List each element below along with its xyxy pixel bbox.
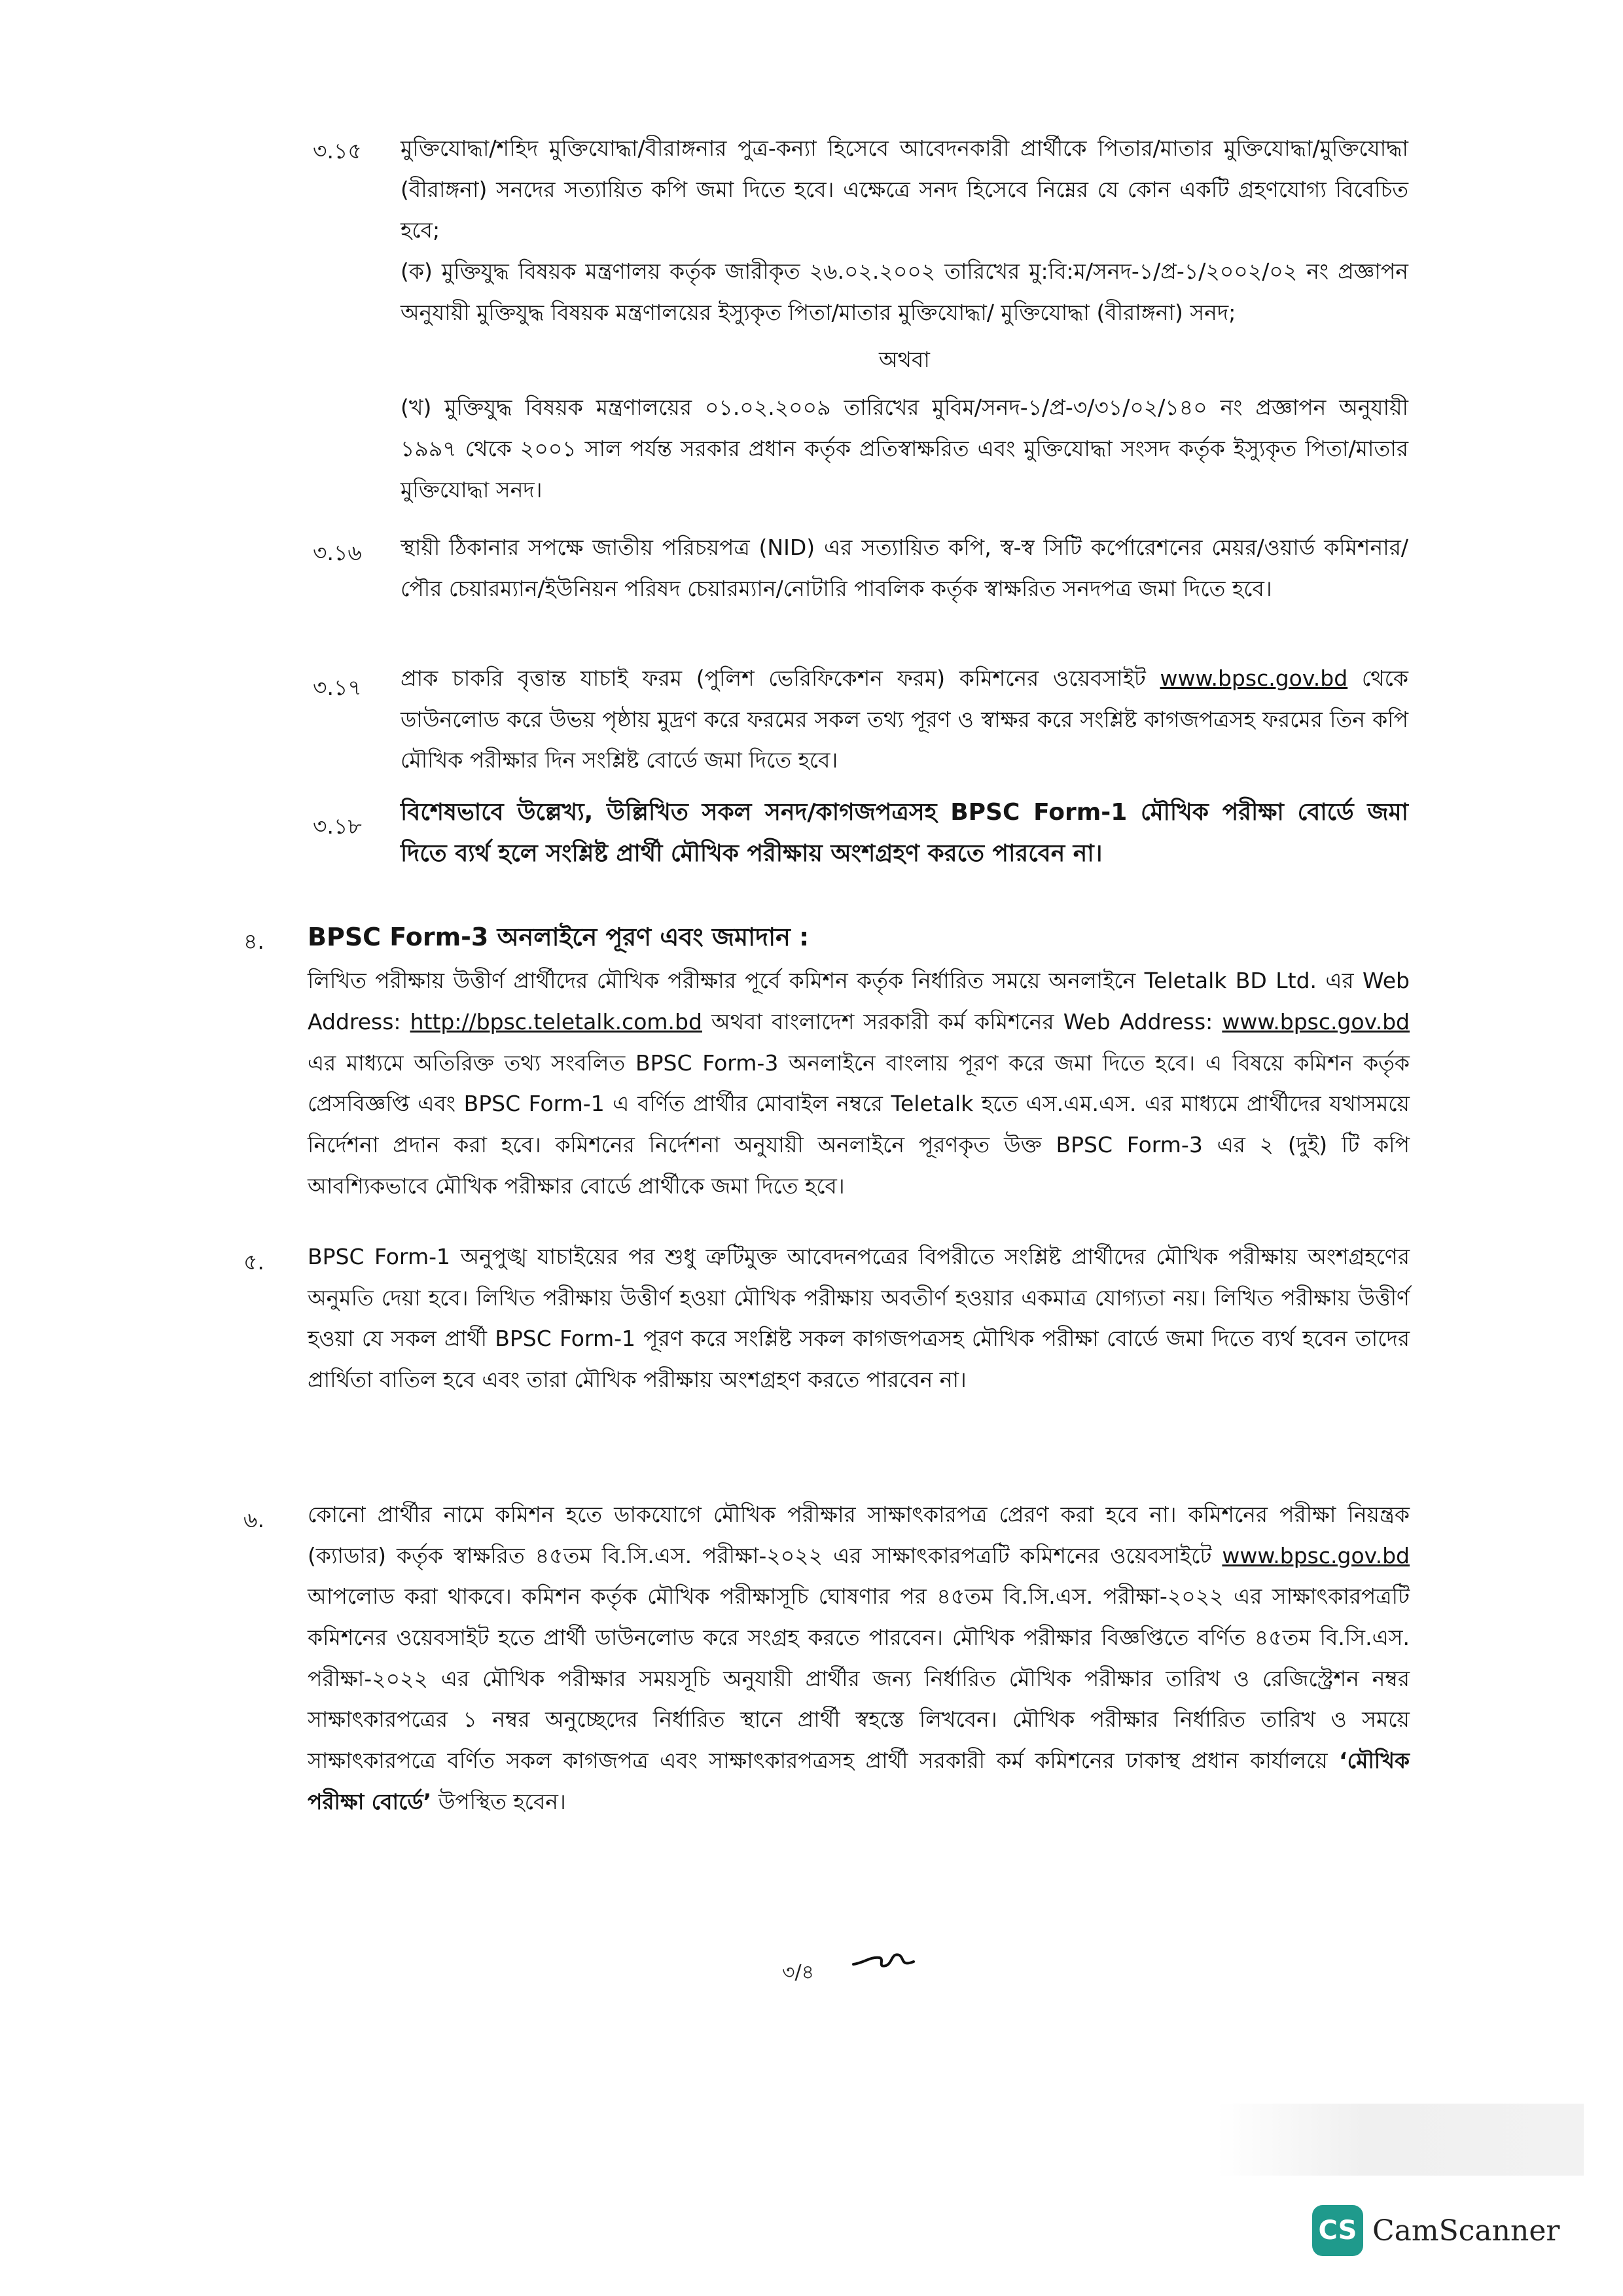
- section-body: [401, 658, 1408, 781]
- paragraph: [308, 961, 1410, 1207]
- section-body: [401, 527, 1408, 609]
- section-body: [308, 1494, 1410, 1823]
- text: থেকে ডাউনলোড করে উভয় পৃষ্ঠায় মুদ্রণ করে ফরমের সকল তথ্য পূরণ ও স্বাক্ষর করে সংশ্লিষ্ট কাগজপত্রসহ ফরমের তিন কপি মৌখিক পরীক্ষার দিন সংশ্লিষ্ট বোর্ডে জমা দিতে হবে।: [401, 665, 1408, 773]
- text: আপলোড করা থাকবে। কমিশন কর্তৃক মৌখিক পরীক্ষাসূচি ঘোষণার পর ৪৫তম বি.সি.এস. পরীক্ষা-২০২২ এর সাক্ষাৎকারপত্রটি কমিশনের ওয়েবসাইট হতে প্রার্থী ডাউনলোড করে সংগ্রহ করতে পারবেন। মৌখিক পরীক্ষার বিজ্ঞপ্তিতে বর্ণিত ৪৫তম বি.সি.এস. পরীক্ষা-২০২২ এর মৌখিক পরীক্ষার সময়সূচি অনুযায়ী প্রার্থীর জন্য নির্ধারিত মৌখিক পরীক্ষার তারিখ ও রেজিস্ট্রেশন নম্বর সাক্ষাৎকারপত্রের ১ নম্বর অনুচ্ছেদের নির্ধারিত স্থানে প্রার্থী স্বহস্তে লিখবেন। মৌখিক পরীক্ষার নির্ধারিত তারিখ ও সময়ে সাক্ষাৎকারপত্রে বর্ণিত সকল কাগজপত্র এবং সাক্ষাৎকারপত্রসহ প্রার্থী সরকারী কর্ম কমিশনের ঢাকাস্থ প্রধান কার্যালয়ে: [308, 1583, 1410, 1774]
- section-number: ৬.: [243, 1507, 264, 1532]
- text: অথবা বাংলাদেশ সরকারী কর্ম কমিশনের Web Address:: [711, 1008, 1213, 1034]
- section-number: ৪.: [243, 928, 264, 954]
- text: লিখিত পরীক্ষায় উত্তীর্ণ প্রার্থীদের মৌখিক পরীক্ষার পূর্বে কমিশন কর্তৃক নির্ধারিত সময়ে অনলাইনে Teletalk BD Ltd. এর Web Address:: [308, 968, 1410, 1034]
- section-body: [308, 1237, 1410, 1401]
- section-heading: BPSC Form-3 অনলাইনে পূরণ এবং জমাদান :: [308, 923, 810, 951]
- bpsc-website-link[interactable]: www.bpsc.gov.bd: [1160, 665, 1348, 691]
- text: এর মাধ্যমে অতিরিক্ত তথ্য সংবলিত BPSC Form-3 অনলাইনে বাংলায় পূরণ করে জমা দিতে হবে। এ বিষয়ে কমিশন কর্তৃক প্রেসবিজ্ঞপ্তি এবং BPSC Form-1 এ বর্ণিত প্রার্থীর মোবাইল নম্বরে Teletalk হতে এস.এম.এস. এর মাধ্যমে প্রার্থীদের যথাসময়ে নির্দেশনা প্রদান করা হবে। কমিশনের নির্দেশনা অনুযায়ী অনলাইনে পূরণকৃত উক্ত BPSC Form-3 এর ২ (দুই) টি কপি আবশ্যিকভাবে মৌখিক পরীক্ষার বোর্ডে প্রার্থীকে জমা দিতে হবে।: [308, 1050, 1410, 1199]
- section-number: ৩.১৬: [313, 540, 362, 565]
- text: কোনো প্রার্থীর নামে কমিশন হতে ডাকযোগে মৌখিক পরীক্ষার সাক্ষাৎকারপত্র প্রেরণ করা হবে না। কমিশনের পরীক্ষা নিয়ন্ত্রক (ক্যাডার) কর্তৃক স্বাক্ষরিত ৪৫তম বি.সি.এস. পরীক্ষা-২০২২ এর সাক্ষাৎকারপত্রটি কমিশনের ওয়েবসাইটে: [308, 1502, 1410, 1568]
- paragraph: [401, 658, 1408, 781]
- or-separator: অথবা: [879, 347, 930, 373]
- paragraph: (ক) মুক্তিযুদ্ধ বিষয়ক মন্ত্রণালয় কর্তৃক জারীকৃত ২৬.০২.২০০২ তারিখের মু:বি:ম/সনদ-১/প্র-১/২০০২/০২ নং প্রজ্ঞাপন অনুযায়ী মুক্তিযুদ্ধ বিষয়ক মন্ত্রণালয়ের ইস্যুকৃত পিতা/মাতার মুক্তিযোদ্ধা/ মুক্তিযোদ্ধা (বীরাঙ্গনা) সনদ;: [401, 258, 1408, 325]
- text: প্রাক চাকরি বৃত্তান্ত যাচাই ফরম (পুলিশ ভেরিফিকেশন ফরম) কমিশনের ওয়েবসাইট: [401, 665, 1146, 691]
- section-body: [308, 913, 1410, 1207]
- paragraph: স্থায়ী ঠিকানার সপক্ষে জাতীয় পরিচয়পত্র (NID) এর সত্যায়িত কপি, স্ব-স্ব সিটি কর্পোরেশনের মেয়র/ওয়ার্ড কমিশনার/পৌর চেয়ারম্যান/ইউনিয়ন পরিষদ চেয়ারম্যান/নোটারি পাবলিক কর্তৃক স্বাক্ষরিত সনদপত্র জমা দিতে হবে।: [401, 535, 1408, 601]
- signature-icon: [851, 1947, 916, 1973]
- bpsc-website-link[interactable]: www.bpsc.gov.bd: [1222, 1008, 1410, 1034]
- section-body-bold: বিশেষভাবে উল্লেখ্য, উল্লিখিত সকল সনদ/কাগজপত্রসহ BPSC Form-1 মৌখিক পরীক্ষা বোর্ডে জমা দিতে ব্যর্থ হলে সংশ্লিষ্ট প্রার্থী মৌখিক পরীক্ষায় অংশগ্রহণ করতে পারবেন না।: [401, 799, 1408, 867]
- bpsc-website-link[interactable]: www.bpsc.gov.bd: [1222, 1542, 1410, 1568]
- section-number: ৩.১৫: [313, 138, 362, 164]
- scan-shadow: [1217, 2104, 1584, 2176]
- bold-text: ‘মৌখিক পরীক্ষা বোর্ডে’: [308, 1748, 1410, 1814]
- teletalk-link[interactable]: http://bpsc.teletalk.com.bd: [410, 1008, 702, 1034]
- camscanner-name: CamScanner: [1372, 2214, 1560, 2248]
- section-number: ৩.১৭: [313, 675, 362, 700]
- camscanner-logo-icon: CS: [1312, 2205, 1363, 2256]
- paragraph: [308, 1494, 1410, 1823]
- section-number: ৫.: [243, 1249, 264, 1275]
- section-body: [401, 128, 1408, 510]
- paragraph: (খ) মুক্তিযুদ্ধ বিষয়ক মন্ত্রণালয়ের ০১.০২.২০০৯ তারিখের মুবিম/সনদ-১/প্র-৩/৩১/০২/১৪০ নং প্রজ্ঞাপন অনুযায়ী ১৯৯৭ থেকে ২০০১ সাল পর্যন্ত সরকার প্রধান কর্তৃক প্রতিস্বাক্ষরিত এবং মুক্তিযোদ্ধা সংসদ কর্তৃক ইস্যুকৃত পিতা/মাতার মুক্তিযোদ্ধা সনদ।: [401, 395, 1408, 503]
- page-number: ৩/৪: [782, 1961, 815, 1984]
- paragraph: মুক্তিযোদ্ধা/শহিদ মুক্তিযোদ্ধা/বীরাঙ্গনার পুত্র-কন্যা হিসেবে আবেদনকারী প্রার্থীকে পিতার/মাতার মুক্তিযোদ্ধা/মুক্তিযোদ্ধা (বীরাঙ্গনা) সনদের সত্যায়িত কপি জমা দিতে হবে। এক্ষেত্রে সনদ হিসেবে নিম্নের যে কোন একটি গ্রহণযোগ্য বিবেচিত হবে;: [401, 135, 1408, 243]
- text: উপস্থিত হবেন।: [438, 1788, 566, 1814]
- camscanner-watermark: [1312, 2205, 1560, 2256]
- paragraph: BPSC Form-1 অনুপুঙ্খ যাচাইয়ের পর শুধু ত্রুটিমুক্ত আবেদনপত্রের বিপরীতে সংশ্লিষ্ট প্রার্থীদের মৌখিক পরীক্ষায় অংশগ্রহণের অনুমতি দেয়া হবে। লিখিত পরীক্ষায় উত্তীর্ণ হওয়া মৌখিক পরীক্ষায় অবতীর্ণ হওয়ার একমাত্র যোগ্যতা নয়। লিখিত পরীক্ষায় উত্তীর্ণ হওয়া যে সকল প্রার্থী BPSC Form-1 পূরণ করে সংশ্লিষ্ট সকল কাগজপত্রসহ মৌখিক পরীক্ষা বোর্ডে জমা দিতে ব্যর্থ হবেন তাদের প্রার্থিতা বাতিল হবে এবং তারা মৌখিক পরীক্ষায় অংশগ্রহণ করতে পারবেন না।: [308, 1244, 1410, 1393]
- section-number: ৩.১৮: [313, 813, 362, 839]
